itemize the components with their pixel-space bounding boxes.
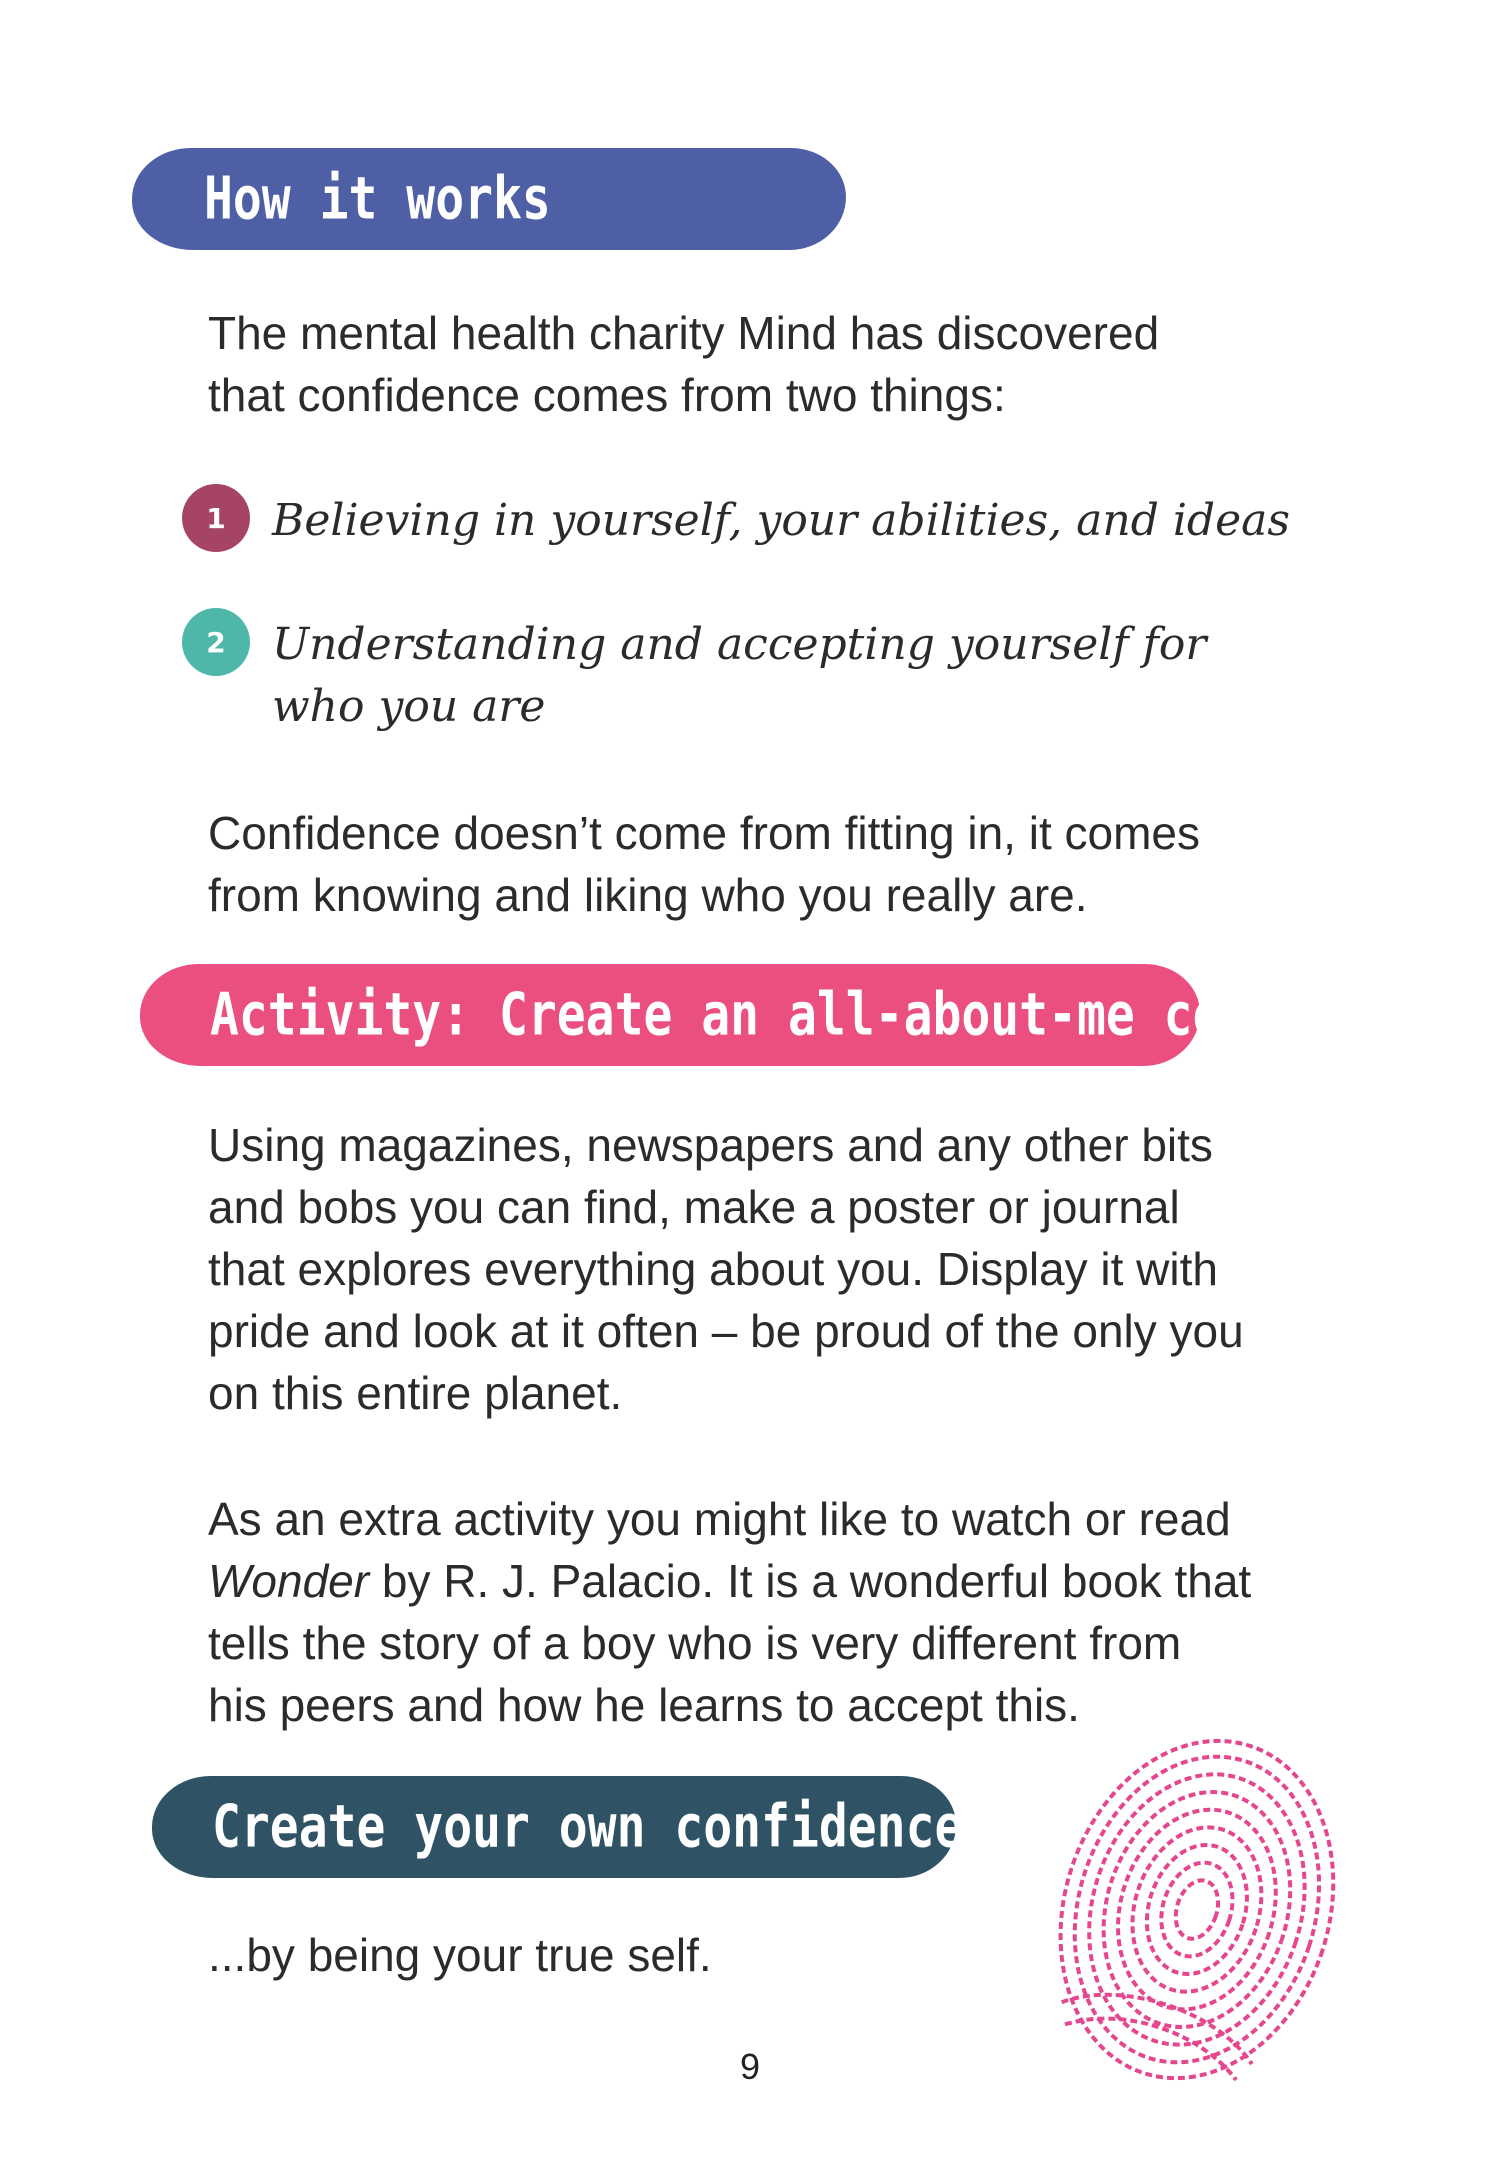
activity-p1-line4: pride and look at it often – be proud of the only you (208, 1305, 1244, 1357)
activity-p1-line2: and bobs you can find, make a poster or journal (208, 1181, 1180, 1233)
activity-banner (140, 964, 1366, 1066)
activity-p2-line2: by R. J. Palacio. It is a wonderful book that (369, 1555, 1252, 1607)
activity-p1-line5: on this entire planet. (208, 1367, 623, 1419)
step-2-line2: who you are (272, 681, 546, 732)
activity-paragraph-1 (208, 1114, 1244, 1424)
how-it-works-banner (132, 148, 846, 250)
activity-p2-line3: tells the story of a boy who is very different from (208, 1617, 1182, 1669)
step-1-number-badge: 1 (182, 484, 250, 552)
activity-p2-line4: his peers and how he learns to accept this. (208, 1679, 1080, 1731)
activity-p1-line3: that explores everything about you. Display it with (208, 1243, 1218, 1295)
book-title: Wonder (208, 1555, 370, 1607)
create-confidence-text: ...by being your true self. (208, 1929, 712, 1981)
how-outro-line2: from knowing and liking who you really are. (208, 869, 1088, 921)
step-1-text: Believing in yourself, your abilities, and ideas (272, 495, 1290, 546)
activity-paragraph-2 (208, 1488, 1251, 1736)
step-2 (182, 614, 1206, 738)
activity-p1-line1: Using magazines, newspapers and any other bits (208, 1119, 1213, 1171)
create-confidence-banner (152, 1776, 1051, 1878)
how-intro-line2: that confidence comes from two things: (208, 369, 1006, 421)
fingerprint-icon (1040, 1710, 1360, 2090)
step-2-text (272, 614, 1206, 738)
page-number: 9 (739, 2046, 761, 2087)
how-outro-line1: Confidence doesn’t come from fitting in, it comes (208, 807, 1201, 859)
activity-p2-line1: As an extra activity you might like to watch or read (208, 1493, 1231, 1545)
step-2-line1: Understanding and accepting yourself for (272, 619, 1207, 670)
how-intro-line1: The mental health charity Mind has discovered (208, 307, 1160, 359)
create-confidence-title: Create your own confidence... (212, 1792, 1051, 1862)
step-1 (182, 490, 1290, 552)
step-2-number-badge: 2 (182, 608, 250, 676)
activity-title: Activity: Create an all-about-me collage (210, 980, 1366, 1050)
how-outro (208, 802, 1200, 926)
how-it-works-title: How it works (204, 164, 551, 234)
how-intro (208, 302, 1159, 426)
